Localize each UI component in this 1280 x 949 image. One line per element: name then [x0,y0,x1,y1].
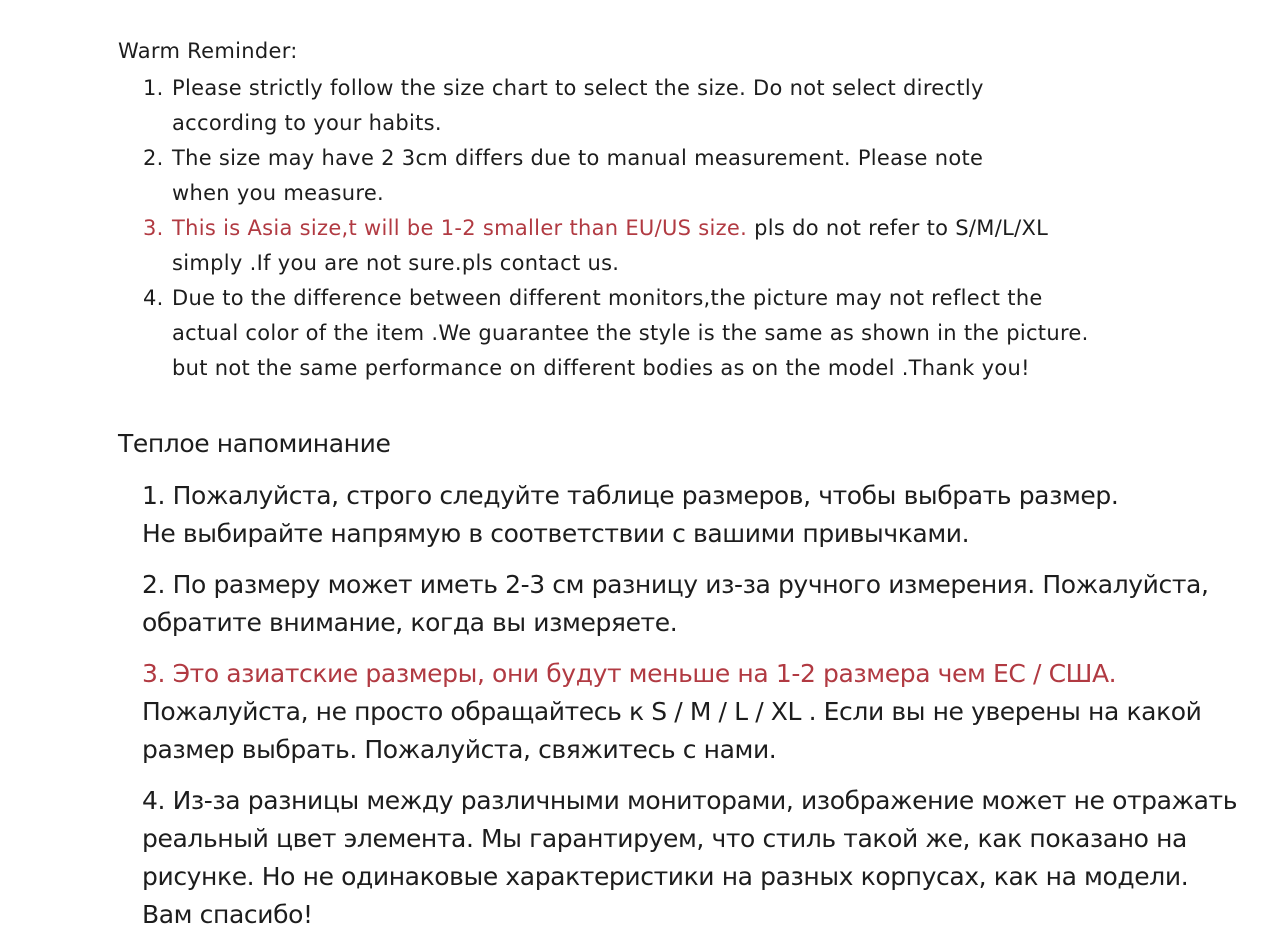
english-item-3 [143,211,1089,281]
russian-reminder-title: Теплое напоминание [118,429,391,458]
russian-reminder-section [118,424,1237,934]
text-line: 1. Пожалуйста, строго следуйте таблице размеров, чтобы выбрать размер. [142,481,1119,510]
item-text: The size may have 2 3cm differs due to manual measurement. Please note [172,146,984,170]
asia-size-warning-ru: 3. Это азиатские размеры, они будут меньше на 1-2 размера чем ЕС / США. [142,659,1117,688]
text-line [143,71,1089,106]
text-line: Пожалуйста, не просто обращайтесь к S / M / L / XL . Если вы не уверены на какой [142,697,1202,726]
text-line: Не выбирайте напрямую в соответствии с вашими привычками. [142,519,970,548]
text-line [143,211,1089,246]
text-line [143,141,1089,176]
item-text: pls do not refer to S/M/L/XL [747,216,1049,240]
russian-item-2 [142,566,1237,642]
text-line: according to your habits. [172,111,442,135]
item-text: Due to the difference between different monitors,the picture may not reflect the [172,286,1043,310]
english-reminder-section [118,34,1089,386]
text-line: when you measure. [172,181,385,205]
text-line: 2. По размеру может иметь 2-3 см разницу из-за ручного измерения. Пожалуйста, [142,570,1209,599]
text-line: 4. Из-за разницы между различными мониторами, изображение может не отражать [142,786,1238,815]
russian-item-1 [142,477,1237,553]
text-line: but not the same performance on different bodies as on the model .Thank you! [172,356,1030,380]
english-reminder-title: Warm Reminder: [118,39,298,63]
russian-item-4 [142,782,1237,934]
item-number: 4. [143,286,164,310]
text-line: реальный цвет элемента. Мы гарантируем, что стиль такой же, как показано на [142,824,1187,853]
text-line: Вам спасибо! [142,900,313,929]
english-item-4 [143,281,1089,386]
item-number: 2. [143,146,164,170]
text-line: simply .If you are not sure.pls contact us. [172,251,620,275]
text-line: actual color of the item .We guarantee the style is the same as shown in the picture. [172,321,1089,345]
english-item-2 [143,141,1089,211]
text-line: рисунке. Но не одинаковые характеристики на разных корпусах, как на модели. [142,862,1189,891]
item-text: Please strictly follow the size chart to select the size. Do not select directly [172,76,984,100]
item-number: 3. [143,216,164,240]
item-number: 1. [143,76,164,100]
russian-item-3 [142,655,1237,769]
asia-size-warning-en: This is Asia size,t will be 1-2 smaller than EU/US size. [172,216,748,240]
english-item-1 [143,71,1089,141]
text-line: обратите внимание, когда вы измеряете. [142,608,678,637]
text-line [143,281,1089,316]
text-line: размер выбрать. Пожалуйста, свяжитесь с нами. [142,735,777,764]
